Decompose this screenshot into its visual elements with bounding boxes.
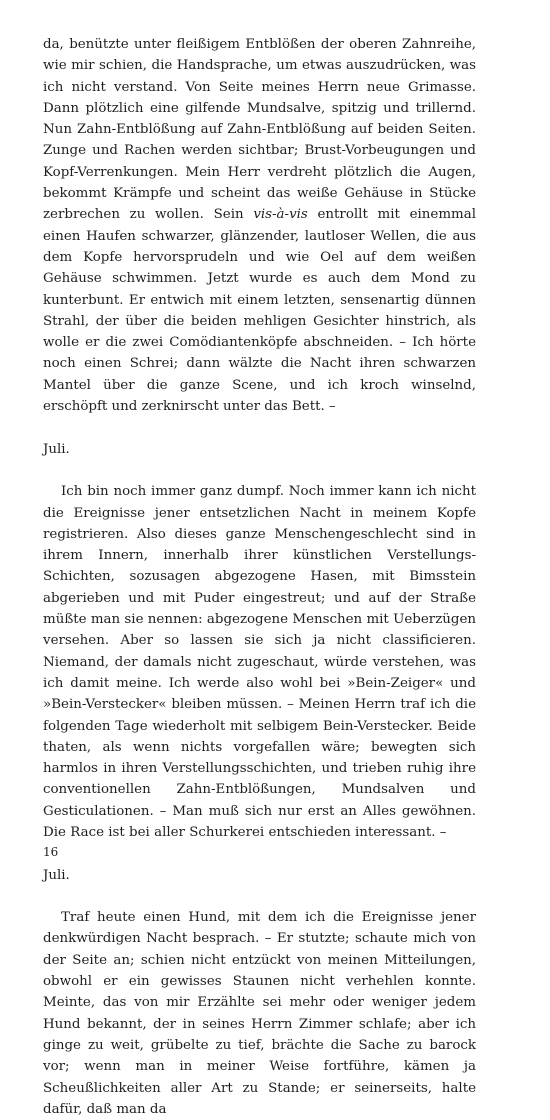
diary-entry-paragraph: Ich bin noch immer ganz dumpf. Noch immer kann ich nicht die Ereignisse jener entsetzlichen Nacht in meinem Kopfe registrieren. Also dieses ganze Menschengeschlecht sind in ihrem Innern, innerhalb ihrer künstlichen Verstellungs-Schichten, sozusagen abgezogene Hasen, mit Bimsstein abgerieben und mit Puder eingestreut; und auf der Straße müßte man sie nennen: abgezogene Menschen mit Ueberzügen versehen. Aber so lassen sie sich ja nicht classificieren. Niemand, der damals nicht zugeschaut, würde verstehen, was ich damit meine. Ich werde also wohl bei »Bein-Zeiger« und »Bein-Verstecker« bleiben müssen. – Meinen Herrn traf ich die folgenden Tage wiederholt mit selbigem Bein-Verstecker. Beide thaten, als wenn nichts vorgefallen wäre; bewegten sich harmlos in ihren Verstellungsschichten, und trieben ruhig ihre conventionellen Zahn-Entblößungen, Mundsalven und Gesticulationen. – Man muß sich nur erst an Alles gewöhnen. Die Race ist bei aller Schurkerei entschieden interessant. – xyxy=(43,484,476,840)
paragraph-continued xyxy=(43,34,476,417)
page-number: 16 xyxy=(43,845,59,859)
diary-dateline: Juli. xyxy=(43,867,70,883)
paragraph-text: entrollt mit einemmal einen Haufen schwarzer, glänzender, lautloser Wellen, die aus dem Kopfe hervorsprudeln und wie Oel auf dem weißen Gehäuse schwimmen. Jetzt wurde es auch dem Mond zu kunterbunt. Er entwich mit einem letzten, sensenartig dünnen Strahl, der über die beiden mehligen Gesichter hinstrich, als wolle er die zwei Comödiantenköpfe abschneiden. – Ich hörte noch einen Schrei; dann wälzte die Nacht ihren schwarzen Mantel über die ganze Scene, und ich kroch winselnd, erschöpft und zerknirscht unter das Bett. – xyxy=(43,207,476,415)
diary-entry-paragraph: Traf heute einen Hund, mit dem ich die Ereignisse jener denkwürdigen Nacht besprach. – Er stutzte; schaute mich von der Seite an; schien nicht entzückt von meinen Mitteilungen, obwohl er ein gewisses Staunen nicht verhehlen konnte. Meinte, das von mir Erzählte sei mehr oder weniger jedem Hund bekannt, der in seines Herrn Zimmer schlafe; aber ich ginge zu weit, grübelte zu tief, brächte die Sache zu barock vor; wenn man in meiner Weise fortführe, kämen ja Scheußlichkeiten aller Art zu Stande; er seinerseits, halte dafür, daß man da xyxy=(43,910,476,1117)
paragraph-text: da, benützte unter fleißigem Entblößen der oberen Zahnreihe, wie mir schien, die Handsprache, um etwas auszudrücken, was ich nicht verstand. Von Seite meines Herrn neue Grimasse. Dann plötzlich eine gilfende Mundsalve, spitzig und trillernd. Nun Zahn-Entblößung auf Zahn-Entblößung auf beiden Seiten. Zunge und Rachen werden sichtbar; Brust-Vorbeugungen und Kopf-Verrenkungen. Mein Herr verdreht plötzlich die Augen, bekommt Krämpfe und scheint das weiße Gehäuse in Stücke zerbrechen zu wollen. Sein xyxy=(43,37,476,223)
diary-dateline: Juli. xyxy=(43,441,70,457)
book-page xyxy=(43,34,476,1117)
emphasized-phrase: vis-à-vis xyxy=(253,207,308,223)
